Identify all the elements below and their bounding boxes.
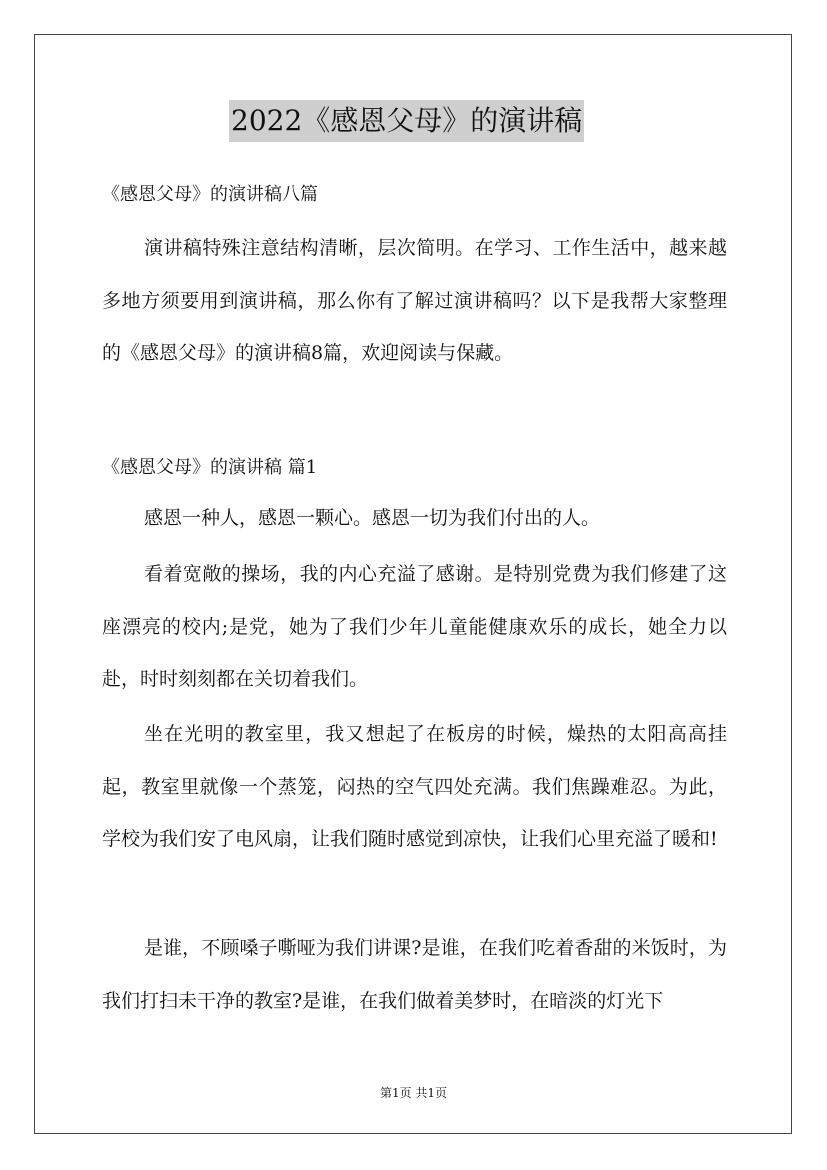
intro-heading: 《感恩父母》的演讲稿八篇 <box>102 184 318 205</box>
body-paragraph-2: 看着宽敞的操场，我的内心充溢了感谢。是特别党费为我们修建了这座漂亮的校内;是党，她为了我们少年儿童能健康欢乐的成长，她全力以赴，时时刻刻都在关切着我们。 <box>102 563 727 690</box>
body-paragraph-3: 坐在光明的教室里，我又想起了在板房的时候，燥热的太阳高高挂起，教室里就像一个蒸笼，闷热的空气四处充满。我们焦躁难忍。为此，学校为我们安了电风扇，让我们随时感觉到凉快，让我们心里充溢了暖和! <box>102 723 727 850</box>
body-paragraph-4: 是谁，不顾嗓子嘶哑为我们讲课?是谁，在我们吃着香甜的米饭时，为我们打扫未干净的教室?是谁，在我们做着美梦时，在暗淡的灯光下 <box>102 937 727 1012</box>
section-heading: 《感恩父母》的演讲稿 篇1 <box>102 457 318 478</box>
body-paragraph-1: 感恩一种人，感恩一颗心。感恩一切为我们付出的人。 <box>144 507 601 529</box>
intro-paragraph: 演讲稿特殊注意结构清晰，层次简明。在学习、工作生活中，越来越多地方须要用到演讲稿，那么你有了解过演讲稿吗？以下是我帮大家整理的《感恩父母》的演讲稿8篇，欢迎阅读与保藏。 <box>102 237 727 364</box>
page-footer: 第1页 共1页 <box>379 1086 448 1100</box>
document-title: 2022《感恩父母》的演讲稿 <box>229 100 584 142</box>
